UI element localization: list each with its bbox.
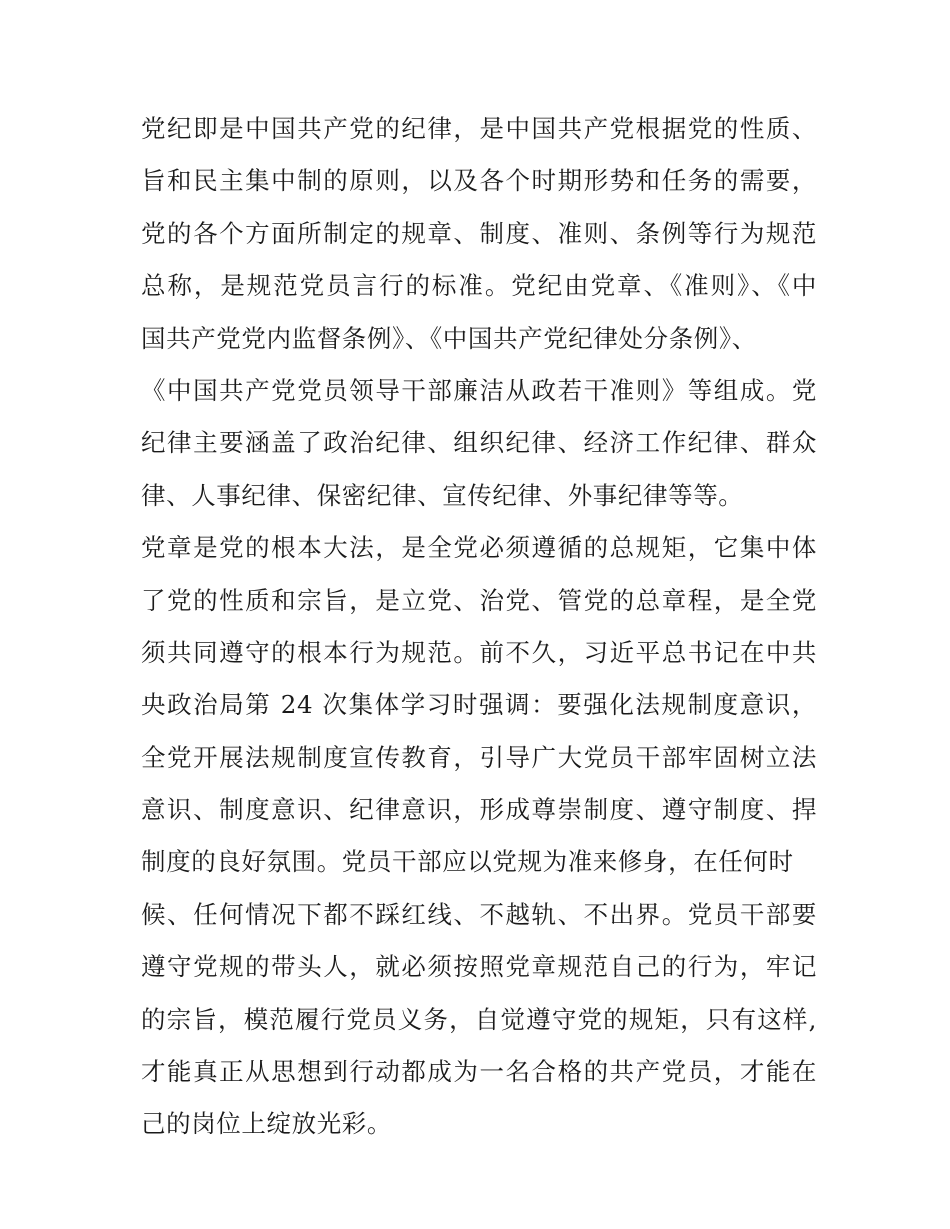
paragraph-line: 的宗旨，模范履行党员义务，自觉遵守党的规矩，只有这样, — [141, 1004, 817, 1034]
paragraph-line: 候、任何情况下都不踩红线、不越轨、不出界。党员干部要 — [141, 899, 817, 929]
paragraph-line: 须共同遵守的根本行为规范。前不久，习近平总书记在中共 — [141, 637, 817, 667]
document-body — [141, 103, 817, 1151]
paragraph-line: 意识、制度意识、纪律意识，形成尊崇制度、遵守制度、捍 — [141, 795, 817, 825]
paragraph-line: 了党的性质和宗旨，是立党、治党、管党的总章程，是全党 — [141, 585, 817, 615]
paragraph-line: 遵守党规的带头人，就必须按照党章规范自己的行为，牢记 — [141, 952, 817, 982]
paragraph-party-constitution — [141, 522, 817, 1151]
paragraph-line: 党的各个方面所制定的规章、制度、准则、条例等行为规范 — [141, 218, 817, 248]
paragraph-line: 总称，是规范党员言行的标准。党纪由党章、《准则》、《中 — [141, 271, 817, 301]
paragraph-line: 己的岗位上绽放光彩。 — [141, 1109, 392, 1139]
paragraph-line: 《中国共产党党员领导干部廉洁从政若干准则》等组成。党 — [141, 375, 817, 405]
paragraph-party-discipline — [141, 103, 817, 522]
paragraph-line: 才能真正从思想到行动都成为一名合格的共产党员，才能在 — [141, 1057, 817, 1087]
paragraph-line: 党纪即是中国共产党的纪律，是中国共产党根据党的性质、 — [141, 114, 817, 143]
paragraph-line: 国共产党党内监督条例》、《中国共产党纪律处分条例》、 — [141, 323, 757, 353]
paragraph-line: 全党开展法规制度宣传教育，引导广大党员干部牢固树立法 — [141, 742, 817, 772]
paragraph-line: 律、人事纪律、保密纪律、宣传纪律、外事纪律等等。 — [141, 480, 744, 510]
paragraph-line: 央政治局第 24 次集体学习时强调：要强化法规制度意识， — [141, 690, 817, 720]
paragraph-line: 旨和民主集中制的原则，以及各个时期形势和任务的需要， — [141, 166, 817, 196]
paragraph-line: 纪律主要涵盖了政治纪律、组织纪律、经济工作纪律、群众 — [141, 428, 817, 458]
paragraph-line: 制度的良好氛围。党员干部应以党规为准来修身，在任何时 — [141, 847, 794, 877]
paragraph-line: 党章是党的根本大法，是全党必须遵循的总规矩，它集中体 — [141, 533, 817, 563]
